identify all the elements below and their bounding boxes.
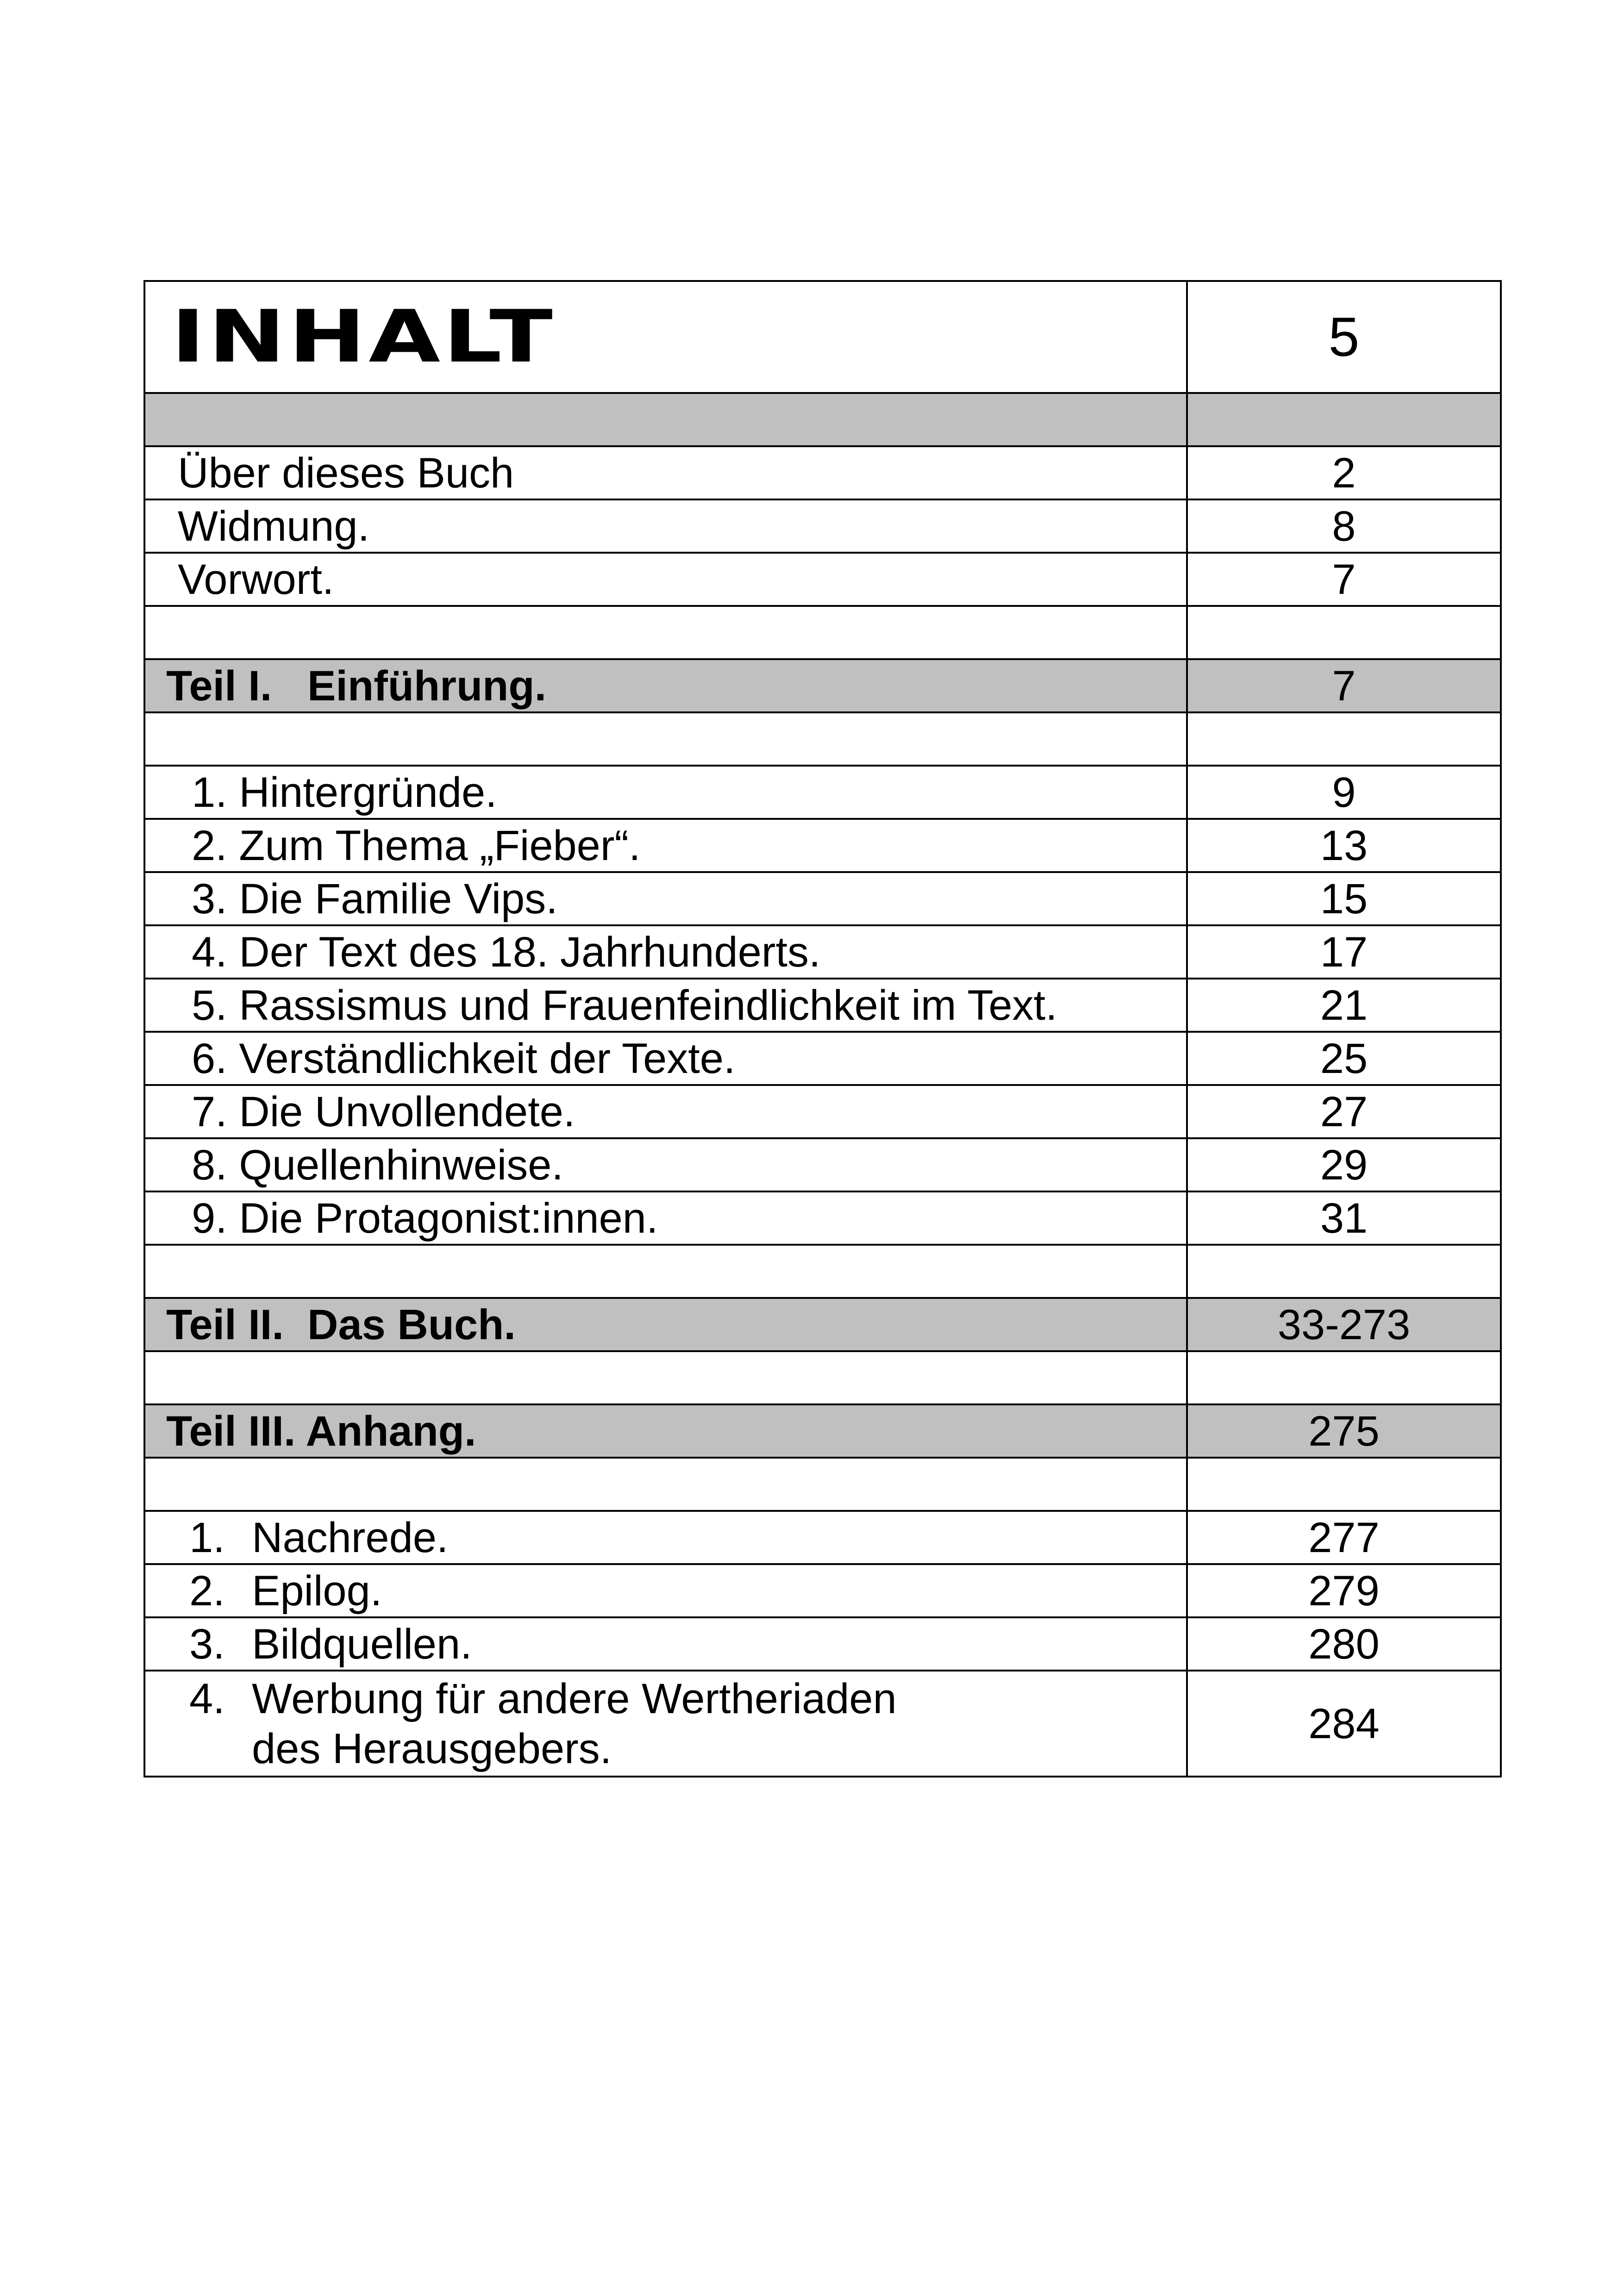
spacer-row (144, 393, 1501, 446)
toc-appendix-label: Bildquellen. (252, 1620, 472, 1668)
toc-chapter-label: 7. Die Unvollendete. (144, 1085, 1187, 1138)
toc-chapter-page: 15 (1187, 872, 1501, 925)
spacer-cell (1187, 1351, 1501, 1404)
toc-appendix-entry (144, 1617, 1187, 1671)
spacer-cell (1187, 712, 1501, 766)
toc-section-page: 7 (1187, 659, 1501, 712)
toc-chapter-label: 6. Verständlichkeit der Texte. (144, 1032, 1187, 1085)
toc-entry-page: 7 (1187, 553, 1501, 606)
toc-title-cell (144, 281, 1187, 393)
toc-chapter-label: 9. Die Protagonist:innen. (144, 1191, 1187, 1245)
toc-section-label: Teil II. Das Buch. (144, 1298, 1187, 1351)
toc-row (144, 766, 1501, 819)
toc-entry-label: Widmung. (144, 499, 1187, 553)
spacer-row (144, 606, 1501, 659)
page-title: INHALT (171, 294, 556, 379)
toc-chapter-label: 1. Hintergründe. (144, 766, 1187, 819)
toc-chapter-page: 9 (1187, 766, 1501, 819)
toc-appendix-number: 3. (189, 1620, 225, 1668)
toc-chapter-page: 31 (1187, 1191, 1501, 1245)
toc-row (144, 1671, 1501, 1777)
toc-title-page: 5 (1187, 281, 1501, 393)
toc-section-row (144, 659, 1501, 712)
spacer-cell (144, 1245, 1187, 1298)
toc-appendix-page: 280 (1187, 1617, 1501, 1671)
spacer-row (144, 1245, 1501, 1298)
toc-chapter-label: 4. Der Text des 18. Jahrhunderts. (144, 925, 1187, 979)
toc-appendix-entry (144, 1511, 1187, 1564)
toc-row (144, 499, 1501, 553)
spacer-row (144, 1458, 1501, 1511)
toc-chapter-page: 21 (1187, 979, 1501, 1032)
toc-row (144, 1617, 1501, 1671)
toc-appendix-label: Nachrede. (252, 1514, 449, 1561)
toc-entry-label: Vorwort. (144, 553, 1187, 606)
toc-row (144, 872, 1501, 925)
spacer-row (144, 712, 1501, 766)
toc-appendix-page: 284 (1187, 1671, 1501, 1777)
toc-entry-page: 8 (1187, 499, 1501, 553)
toc-chapter-label: 2. Zum Thema „Fieber“. (144, 819, 1187, 872)
toc-chapter-label: 8. Quellenhinweise. (144, 1138, 1187, 1191)
toc-chapter-page: 27 (1187, 1085, 1501, 1138)
toc-appendix-page: 279 (1187, 1564, 1501, 1617)
toc-row (144, 1032, 1501, 1085)
toc-row (144, 1511, 1501, 1564)
toc-entry-page: 2 (1187, 446, 1501, 499)
spacer-row (144, 1351, 1501, 1404)
toc-row (144, 446, 1501, 499)
toc-section-row (144, 1298, 1501, 1351)
toc-appendix-label: Werbung für andere Wertheriaden (252, 1675, 897, 1722)
toc-appendix-number: 4. (189, 1675, 225, 1722)
spacer-cell (1187, 1458, 1501, 1511)
toc-chapter-label: 5. Rassismus und Frauenfeindlichkeit im Text. (144, 979, 1187, 1032)
toc-row (144, 979, 1501, 1032)
toc-chapter-page: 13 (1187, 819, 1501, 872)
table-of-contents (144, 280, 1502, 1777)
toc-row (144, 553, 1501, 606)
toc-appendix-label-line2: des Herausgebers. (252, 1725, 612, 1772)
toc-section-label: Teil I. Einführung. (144, 659, 1187, 712)
toc-chapter-label: 3. Die Familie Vips. (144, 872, 1187, 925)
spacer-cell (144, 1351, 1187, 1404)
spacer-cell (1187, 393, 1501, 446)
spacer-cell (1187, 606, 1501, 659)
spacer-cell (144, 1458, 1187, 1511)
spacer-cell (144, 712, 1187, 766)
toc-row (144, 1138, 1501, 1191)
toc-entry-label: Über dieses Buch (144, 446, 1187, 499)
toc-appendix-label: Epilog. (252, 1567, 382, 1615)
toc-appendix-number: 2. (189, 1567, 225, 1615)
toc-section-row (144, 1404, 1501, 1458)
spacer-cell (144, 393, 1187, 446)
toc-row (144, 925, 1501, 979)
toc-section-page: 33-273 (1187, 1298, 1501, 1351)
toc-chapter-page: 29 (1187, 1138, 1501, 1191)
toc-section-label: Teil III. Anhang. (144, 1404, 1187, 1458)
spacer-cell (1187, 1245, 1501, 1298)
toc-section-page: 275 (1187, 1404, 1501, 1458)
spacer-cell (144, 606, 1187, 659)
toc-row (144, 1564, 1501, 1617)
toc-row (144, 819, 1501, 872)
toc-row (144, 1085, 1501, 1138)
toc-header-row (144, 281, 1501, 393)
toc-chapter-page: 25 (1187, 1032, 1501, 1085)
toc-chapter-page: 17 (1187, 925, 1501, 979)
toc-appendix-page: 277 (1187, 1511, 1501, 1564)
toc-appendix-entry (144, 1671, 1187, 1777)
toc-appendix-entry (144, 1564, 1187, 1617)
toc-row (144, 1191, 1501, 1245)
toc-appendix-number: 1. (189, 1514, 225, 1561)
